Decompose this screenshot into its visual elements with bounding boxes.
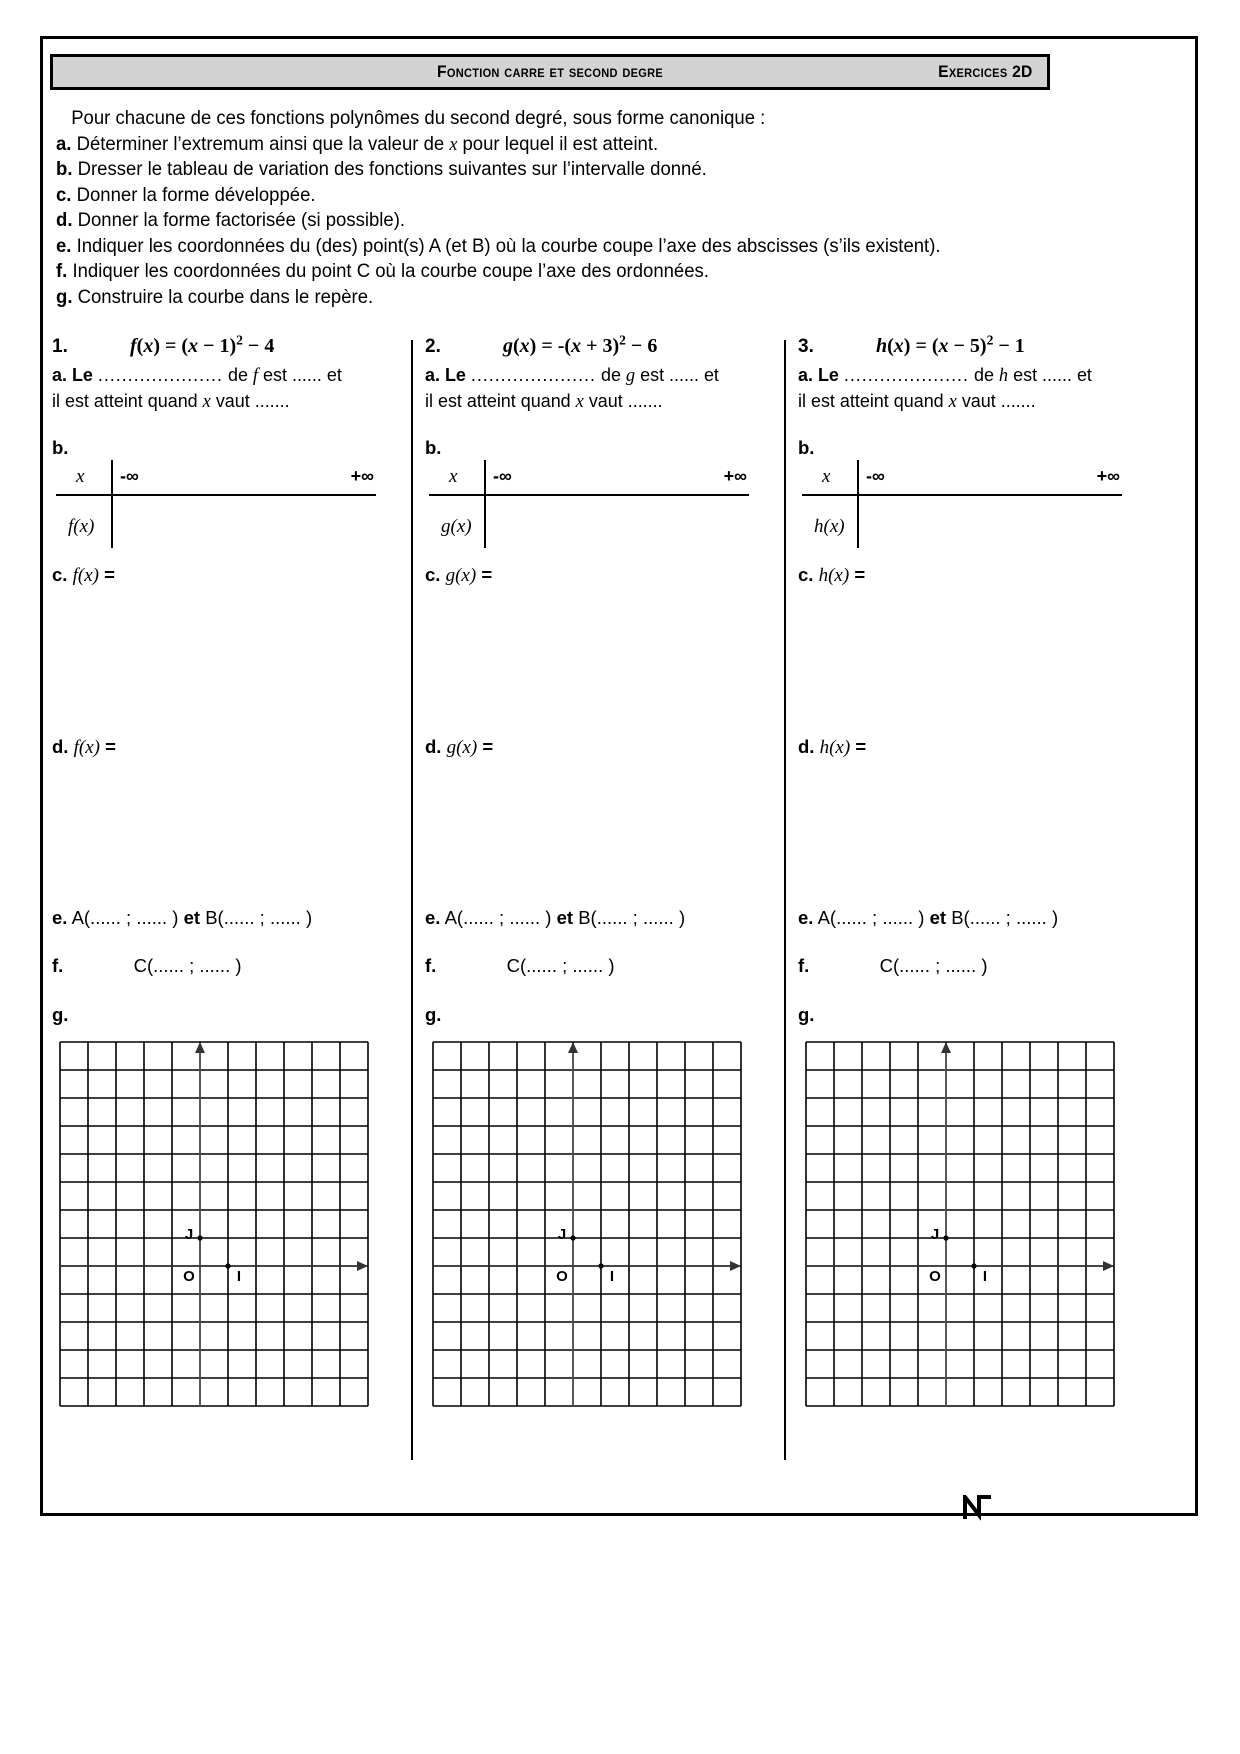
label-g-1: g. [52,1004,69,1025]
exercise-3-question-f [798,955,988,977]
a-blank1-1[interactable]: ..................... [97,364,223,385]
instructions-lead: Pour chacune de ces fonctions polynômes du second degré, sous forme canonique : [71,107,766,129]
a-blank2-2[interactable]: ...... [669,364,699,385]
exercise-3-formula: $h(x) = (x - 5)^2 - 1$ [876,332,1025,357]
instruction-g-text: Construire la courbe dans le repère. [77,285,374,308]
a-l2var-1: x [202,391,211,412]
exercise-2-title [425,332,760,362]
instruction-c-text: Donner la forme développée. [76,183,316,206]
label-e-2: e. [425,907,441,928]
exercise-2-label-b: b. [425,437,442,458]
variation-minus-inf-3: -∞ [866,466,885,486]
variation-hline-2 [429,494,749,496]
instruction-d-text: Donner la forme factorisée (si possible). [77,209,406,231]
label-f-1: f. [52,955,64,976]
a-l2var-2: x [575,391,584,412]
exercise-1-question-d [52,736,116,759]
instruction-b-letter: b. [56,158,73,180]
a-de-3: de [973,364,994,385]
grid-axis-label: I [609,1268,615,1285]
a-l2end-3: . [1030,390,1036,411]
exercise-1-coordinate-grid[interactable] [58,1040,376,1440]
a-blank3-3[interactable]: ...... [1000,390,1031,411]
variation-plus-inf-1: +∞ [350,466,374,486]
exercise-2-question-d [425,736,493,759]
instruction-g-letter: g. [56,285,73,308]
a-fname-2: g [625,365,636,386]
variation-x-label-3: x [822,466,831,487]
column-divider-1 [411,340,413,1460]
grid-axis-label: J [930,1226,940,1243]
a-fname-3: h [998,365,1009,386]
e-et-1: et [183,907,201,928]
e-point-a-3[interactable]: A(...... ; ...... ) [817,907,925,928]
instruction-b-text: Dresser le tableau de variation des fonctions suivantes sur l’intervalle donné. [77,158,707,180]
e-et-3: et [929,907,947,928]
a-l2mid-3: vaut [961,390,996,411]
variation-hline-1 [56,494,376,496]
exercise-3-question-d [798,736,866,759]
a-l2var-3: x [948,391,957,412]
exercise-3-question-e [798,907,1058,929]
instruction-f-letter: f. [56,260,68,282]
grid-svg-1 [58,1040,370,1408]
e-point-b-2[interactable]: B(...... ; ...... ) [578,907,686,928]
instruction-g [56,285,1063,311]
instruction-a-text-after: pour lequel il est atteint. [457,132,659,155]
exercise-1-number: 1. [52,335,68,357]
instruction-f [56,259,1063,285]
f-point-c-2[interactable]: C(...... ; ...... ) [506,955,615,976]
variation-minus-inf-1: -∞ [120,466,139,486]
exercise-2-number: 2. [425,335,441,357]
exercise-1-question-g [52,1004,68,1026]
a-blank3-2[interactable]: ...... [627,390,658,411]
a-l2pre-1: il est atteint quand [52,390,198,411]
grid-svg-2 [431,1040,743,1408]
f-point-c-1[interactable]: C(...... ; ...... ) [133,955,242,976]
exercise-3-question-c [798,564,865,587]
variation-function-label-1: f(x) [68,516,95,537]
instruction-c [56,183,1063,209]
variation-minus-inf-2: -∞ [493,466,512,486]
exercise-1-question-a-line2 [52,388,377,414]
grid-axis-label: I [982,1268,988,1285]
exercise-2-coordinate-grid[interactable] [431,1040,749,1440]
exercise-1-title [52,332,387,362]
exercise-1-question-e [52,907,312,929]
instruction-e-text: Indiquer les coordonnées du (des) point(s) A (et B) où la courbe coupe l’axe des abscisses (s’ils existent). [76,234,941,257]
a-l2end-2: . [657,390,663,411]
label-d-1: d. [52,736,69,757]
label-e-3: e. [798,907,814,928]
exercise-columns [52,332,1188,1472]
a-et-2: et [703,364,719,385]
label-f-3: f. [798,955,810,976]
a-de-2: de [600,364,621,385]
instruction-b [56,157,1063,183]
exercise-1-question-a-line1 [52,362,377,388]
exercise-3-question-a-line2 [798,388,1123,414]
d-eq-1: = [105,736,116,757]
e-point-b-3[interactable]: B(...... ; ...... ) [951,907,1059,928]
label-f-2: f. [425,955,437,976]
instruction-e [56,234,1063,260]
instruction-a [56,132,1063,158]
grid-axis-label: I [236,1268,242,1285]
label-g-3: g. [798,1004,815,1025]
exercise-3-question-g [798,1004,814,1026]
exercise-2-question-c [425,564,492,587]
grid-axis-label: O [556,1268,568,1285]
a-prefix-1: a. Le [52,364,93,385]
exercise-3-question-a-line1 [798,362,1123,388]
exercise-2-question-a-line1 [425,362,750,388]
variation-vline-3 [857,460,859,548]
exercise-1-question-c [52,564,115,587]
corner-fold-mark [963,1495,993,1521]
a-l2pre-2: il est atteint quand [425,390,571,411]
variation-hline-3 [802,494,1122,496]
document-header [50,54,1050,90]
exercise-2-question-f [425,955,615,977]
exercise-2-question-g [425,1004,441,1026]
d-eq-2: = [482,736,494,757]
exercise-1-variation-table [56,460,376,548]
a-est-3: est [1013,364,1038,385]
exercise-code: Exercices 2D [938,62,1033,81]
label-c-1: c. [52,564,68,585]
a-et-1: et [326,364,342,385]
label-g-2: g. [425,1004,442,1025]
a-blank1-2[interactable]: ..................... [470,364,596,385]
c-fn-1: f(x) [72,565,99,586]
exercise-column-2 [425,332,772,1472]
instruction-d [56,208,1063,234]
exercise-2-variation-table [429,460,749,548]
grid-axis-label: J [184,1226,194,1243]
label-d-3: d. [798,736,815,757]
variation-plus-inf-2: +∞ [723,466,747,486]
column-divider-2 [784,340,786,1460]
variation-x-label-1: x [76,466,85,487]
grid-svg-3 [804,1040,1116,1408]
grid-axis-label: O [183,1268,195,1285]
instruction-a-text-before: Déterminer l’extremum ainsi que la valeur de [76,132,450,155]
exercise-2-formula: $g(x) = -(x + 3)^2 - 6$ [503,332,658,357]
a-et-3: et [1076,364,1092,385]
label-c-2: c. [425,564,441,585]
label-e-1: e. [52,907,68,928]
a-l2pre-3: il est atteint quand [798,390,944,411]
c-eq-2: = [481,564,493,585]
a-l2mid-2: vaut [588,390,623,411]
exercise-column-1 [52,332,399,1472]
d-fn-3: h(x) [819,737,851,758]
e-point-b-1[interactable]: B(...... ; ...... ) [205,907,313,928]
variation-plus-inf-3: +∞ [1096,466,1120,486]
variation-function-label-2: g(x) [441,516,472,537]
a-blank2-1[interactable]: ...... [291,364,322,385]
a-prefix-3: a. Le [798,364,839,385]
a-est-1: est [263,364,287,385]
exercise-1-label-b: b. [52,437,69,458]
exercise-3-coordinate-grid[interactable] [804,1040,1122,1440]
instruction-d-letter: d. [56,209,73,231]
a-est-2: est [640,364,665,385]
a-de-1: de [227,364,248,385]
f-point-c-3[interactable]: C(...... ; ...... ) [879,955,988,976]
c-fn-3: h(x) [818,565,850,586]
grid-axis-label: O [929,1268,941,1285]
label-c-3: c. [798,564,814,585]
e-point-a-2[interactable]: A(...... ; ...... ) [444,907,552,928]
a-blank1-3[interactable]: ..................... [843,364,969,385]
a-blank3-1[interactable]: ...... [254,390,285,411]
instruction-a-letter: a. [56,132,72,155]
exercise-3-variation-table [802,460,1122,548]
exercise-3-label-b: b. [798,437,815,458]
instruction-e-letter: e. [56,234,72,257]
exercise-1-formula: $f(x) = (x - 1)^2 - 4$ [130,332,275,357]
instruction-f-text: Indiquer les coordonnées du point C où la courbe coupe l’axe des ordonnées. [72,260,709,282]
page-title: Fonction carre et second degre [437,62,663,81]
d-eq-3: = [855,736,867,757]
d-fn-1: f(x) [73,737,100,758]
grid-axis-label: J [557,1226,567,1243]
e-et-2: et [556,907,574,928]
variation-x-label-2: x [449,466,458,487]
instruction-c-letter: c. [56,183,72,206]
a-blank2-3[interactable]: ...... [1042,364,1072,385]
c-fn-2: g(x) [445,565,477,586]
a-fname-1: f [252,365,259,386]
c-eq-1: = [104,564,115,585]
exercise-1-question-f [52,955,242,977]
exercise-3-number: 3. [798,335,814,357]
d-fn-2: g(x) [446,737,478,758]
label-d-2: d. [425,736,442,757]
a-prefix-2: a. Le [425,364,466,385]
instructions-block [56,106,1116,310]
instruction-a-var: x [449,133,458,155]
exercise-2-question-a-line2 [425,388,750,414]
exercise-2-question-e [425,907,685,929]
variation-vline-1 [111,460,113,548]
a-l2end-1: . [284,390,290,411]
exercise-column-3 [798,332,1145,1472]
variation-vline-2 [484,460,486,548]
exercise-3-title [798,332,1133,362]
a-l2mid-1: vaut [215,390,250,411]
c-eq-3: = [854,564,866,585]
variation-function-label-3: h(x) [814,516,845,537]
e-point-a-1[interactable]: A(...... ; ...... ) [71,907,179,928]
